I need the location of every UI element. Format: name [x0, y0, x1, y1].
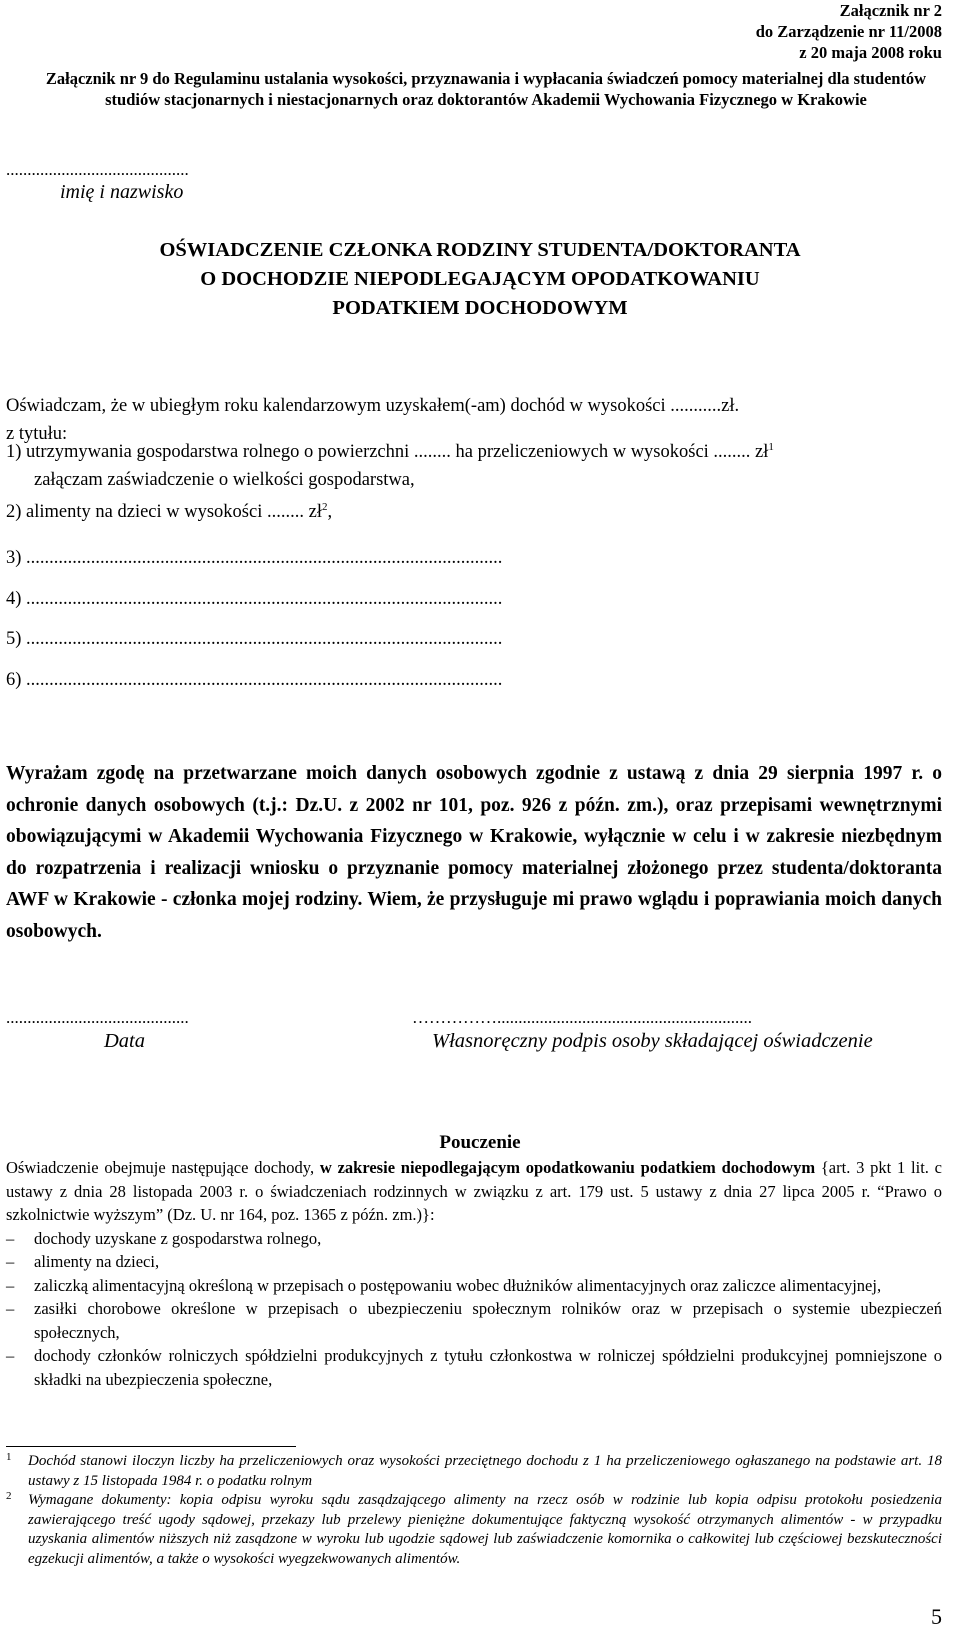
income-item-3[interactable]: 3) .......................................................................................................	[6, 548, 503, 568]
intro-text-a: Oświadczenie obejmuje następujące dochody,	[6, 1158, 320, 1177]
list-item-text: alimenty na dzieci,	[34, 1252, 160, 1271]
footnotes	[6, 1452, 942, 1569]
item-2-tail: ,	[327, 502, 333, 522]
list-item-text: zasiłki chorobowe określone w przepisach o ubezpieczeniu społecznym rolników oraz w przepisach o systemie ubezpieczeń społecznych,	[34, 1299, 942, 1342]
dash-bullet: –	[6, 1275, 15, 1295]
dash-bullet: –	[6, 1299, 15, 1318]
dash-bullet: –	[6, 1228, 15, 1248]
title-line-2: O DOCHODZIE NIEPODLEGAJĄCYM OPODATKOWANIU	[200, 268, 760, 290]
annex-line-3: z 20 maja 2008 roku	[799, 43, 942, 62]
list-item	[6, 1227, 942, 1251]
header-line-1: Załącznik nr 9 do Regulaminu ustalania wysokości, przyznawania i wypłacania świadczeń pomocy materialnej dla studentów	[45, 69, 927, 88]
income-item-4[interactable]: 4) .......................................................................................................	[6, 589, 503, 609]
income-statement	[6, 392, 942, 448]
footnote-mark-2: 2	[6, 1490, 12, 1502]
document-title	[0, 236, 960, 323]
footnote-2	[6, 1491, 942, 1569]
list-item	[6, 1250, 942, 1274]
signature-label: Własnoręczny podpis osoby składającej oświadczenie	[432, 1030, 873, 1052]
list-item-text: dochody członków rolniczych spółdzielni produkcyjnych z tytułu członkostwa w rolniczej spółdzielni produkcyjnej pomniejszone o składki na ubezpieczenia społeczne,	[34, 1346, 942, 1389]
title-line-3: PODATKIEM DOCHODOWYM	[332, 297, 628, 319]
dash-bullet: –	[6, 1346, 15, 1365]
income-item-6[interactable]: 6) .......................................................................................................	[6, 670, 503, 690]
list-item	[6, 1297, 942, 1344]
footnote-ref-1: 1	[768, 440, 774, 453]
footnote-text-1: Dochód stanowi iloczyn liczby ha przeliczeniowych oraz wysokości przeciętnego dochodu z 1 ha przeliczeniowego ogłaszanego na podstawie art. 18 ustawy z 15 listopada 1984 r. o podatku rolnym	[28, 1453, 942, 1489]
data-processing-consent: Wyrażam zgodę na przetwarzane moich danych osobowych zgodnie z ustawą z dnia 29 sierpnia 1997 r. o ochronie danych osobowych (t.j.: Dz.U. z 2002 nr 101, poz. 926 z późn. zm.), oraz przepisami wewnętrznymi obowiązującymi w Akademii Wychowania Fizycznego w Krakowie, wyłącznie w celu i w zakresie niezbędnym do rozpatrzenia i realizacji wniosku o przyznanie pomocy materialnej złożonego przez studenta/doktoranta AWF w Krakowie - członka mojej rodziny. Wiem, że przysługuje mi prawo wglądu i poprawiania moich danych osobowych.	[6, 763, 942, 942]
footnote-text-2: Wymagane dokumenty: kopia odpisu wyroku sądu zasądzającego alimenty na rzecz osób w rodzinie lub kopia odpisu protokołu posiedzenia zawierającego treść ugody sądowej, przekazy lub przelewy pieniężne dokumentujące faktyczną wysokość otrzymanych alimentów - w przypadku uzyskania alimentów niższych niż zasądzone w wyroku lub ugodzie sądowej lub zaświadczenie komornika o całkowitej lub częściowej bezskuteczności egzekucji alimentów, a także o wysokości wyegzekwowanych alimentów.	[28, 1492, 942, 1567]
annex-line-2: do Zarządzenie nr 11/2008	[755, 22, 942, 41]
item-1-text: 1) utrzymywania gospodarstwa rolnego o powierzchni ........ ha przeliczeniowych w wysokości ........ zł	[6, 442, 769, 462]
income-item-1[interactable]	[6, 442, 774, 463]
item-1-attachment-note: załączam zaświadczenie o wielkości gospodarstwa,	[34, 470, 415, 490]
instructions-intro	[6, 1156, 942, 1227]
footnote-ref-2: 2	[321, 500, 328, 513]
intro-text-bold: w zakresie niepodlegającym opodatkowaniu podatkiem dochodowym	[319, 1158, 816, 1177]
page-number: 5	[931, 1604, 942, 1629]
annex-line-1: Załącznik nr 2	[839, 1, 942, 20]
list-item	[6, 1274, 942, 1298]
signature-fill-line[interactable]: ……………............................................................	[412, 1008, 752, 1027]
income-item-5[interactable]: 5) .......................................................................................................	[6, 629, 503, 649]
statement-line-1[interactable]: Oświadczam, że w ubiegłym roku kalendarzowym uzyskałem(-am) dochód w wysokości ...........zł.	[6, 396, 740, 416]
name-fill-line[interactable]: ...........................................	[6, 160, 189, 179]
income-types-list	[6, 1227, 942, 1392]
income-item-2[interactable]	[6, 502, 332, 523]
footnote-1	[6, 1452, 942, 1491]
date-label: Data	[104, 1030, 145, 1052]
list-item-text: zaliczką alimentacyjną określoną w przepisach o postępowaniu wobec dłużników alimentacyjnych oraz zaliczce alimentacyjnej,	[34, 1275, 882, 1295]
instructions-heading: Pouczenie	[439, 1132, 521, 1153]
title-line-1: OŚWIADCZENIE CZŁONKA RODZINY STUDENTA/DOKTORANTA	[159, 239, 801, 261]
annex-reference	[756, 0, 942, 63]
item-2-text: 2) alimenty na dzieci w wysokości ........ zł	[6, 502, 322, 522]
dash-bullet: –	[6, 1252, 15, 1271]
date-fill-line[interactable]: ...........................................	[6, 1008, 189, 1027]
footnote-mark-1: 1	[6, 1451, 12, 1463]
intro-text-b: {art. 3 pkt 1 lit. c ustawy z dnia 28 listopada 2003 r. o świadczeniach rodzinnych w związku z art. 179 ust. 5 ustawy z dnia 27 lipca 2005 r. “Prawo o szkolnictwie wyższym” (Dz. U. nr 164, poz. 1365 z późn. zm.)}:	[6, 1158, 943, 1224]
list-item-text: dochody uzyskane z gospodarstwa rolnego,	[34, 1228, 322, 1248]
statement-line-2: z tytułu:	[6, 424, 68, 444]
name-label: imię i nazwisko	[60, 181, 184, 203]
regulation-header	[30, 68, 942, 110]
list-item	[6, 1344, 942, 1391]
header-line-2: studiów stacjonarnych i niestacjonarnych oraz doktorantów Akademii Wychowania Fizycznego w Krakowie	[105, 90, 867, 109]
footnote-divider	[6, 1446, 296, 1447]
instructions-body	[6, 1156, 942, 1391]
